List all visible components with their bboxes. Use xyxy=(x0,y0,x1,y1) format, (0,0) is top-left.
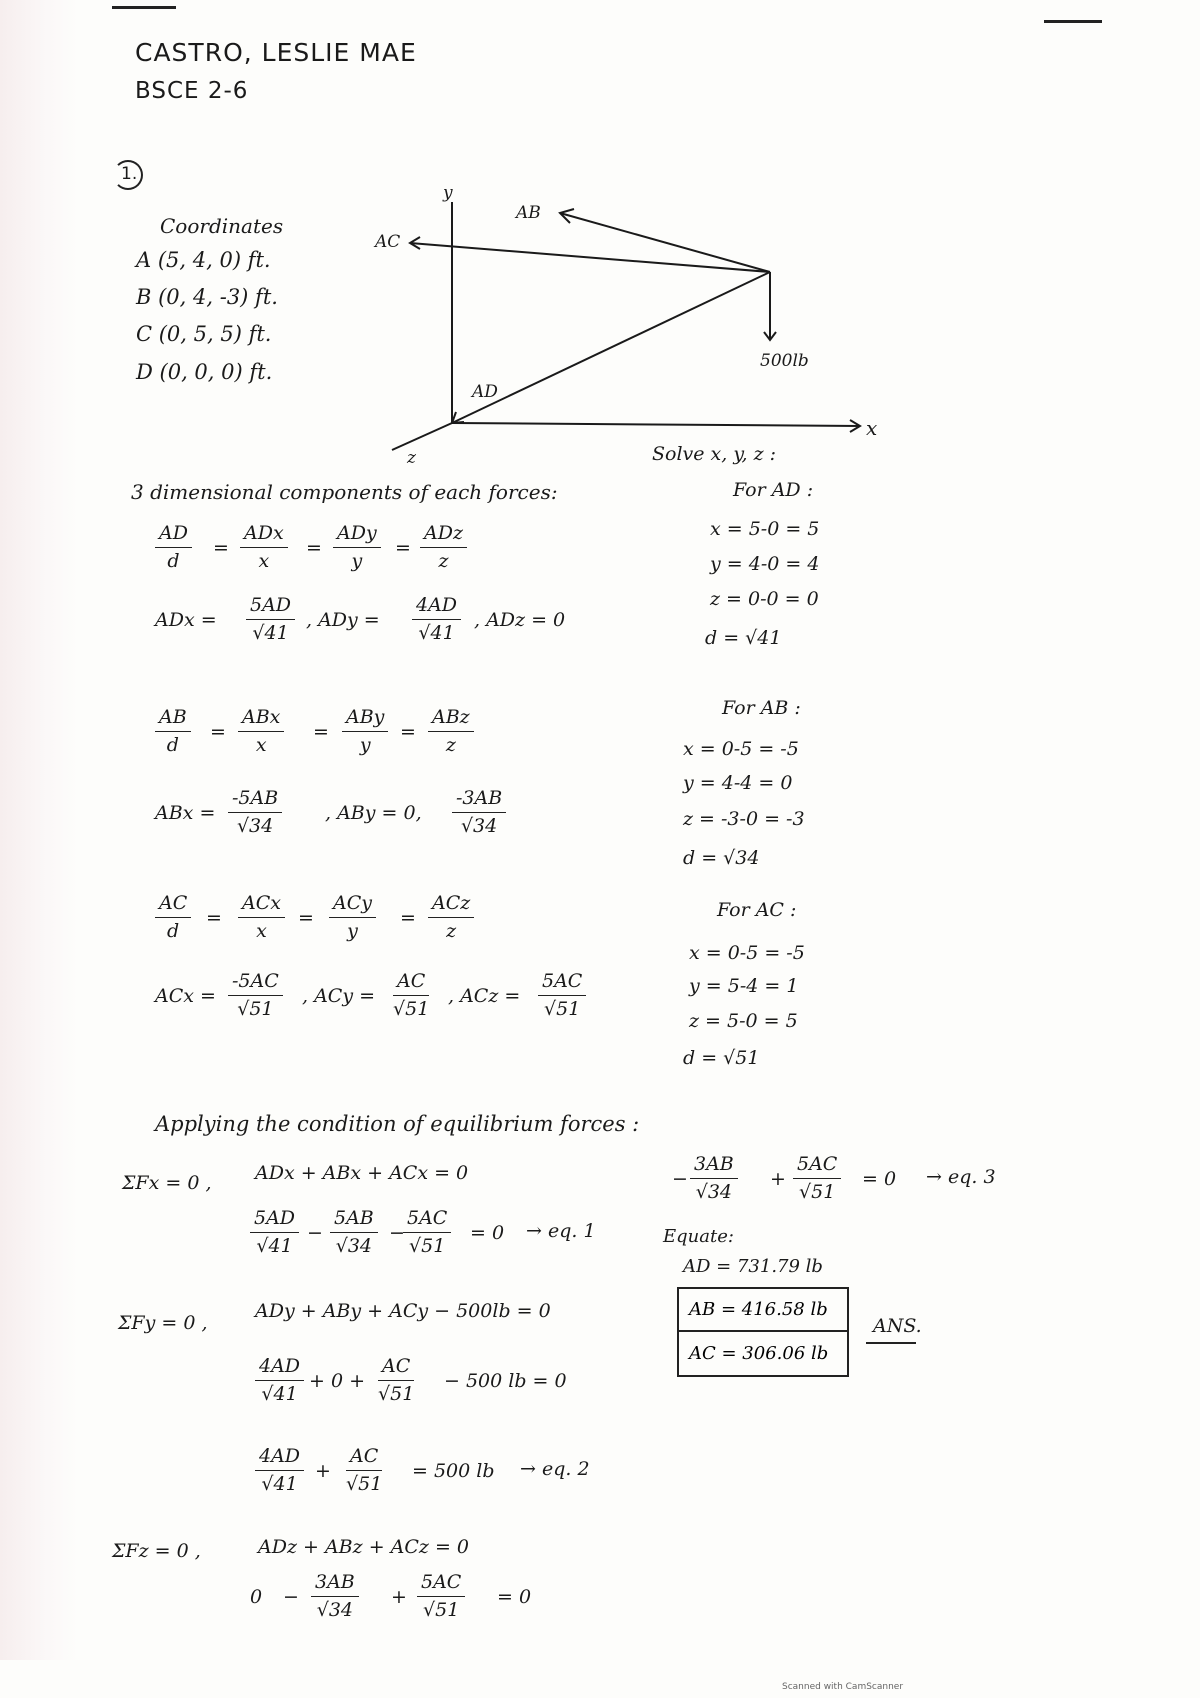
ady-frac: $\frac{4AD}{√41}$ xyxy=(412,595,461,644)
fx-rhs: = 0 xyxy=(470,1222,505,1244)
ad-member-line xyxy=(452,272,770,423)
acx-lhs: ACx = xyxy=(155,985,216,1007)
acy-frac: $\frac{AC}{√51}$ xyxy=(393,970,430,1020)
ac-ratio-frac-2: ACx x xyxy=(238,893,285,942)
z-axis-line xyxy=(392,423,452,450)
abx-frac: $\frac{-5AB}{√34}$ xyxy=(228,788,282,837)
answer-ac: AC = 306.06 lb xyxy=(689,1343,829,1364)
x-axis-line xyxy=(452,423,860,426)
solve-ab-title: For AB : xyxy=(722,697,801,719)
solve-ad-d: d = √41 xyxy=(705,627,782,649)
solve-ab-y: y = 4-4 = 0 xyxy=(683,772,793,794)
adx-lhs: ADx = xyxy=(155,609,217,631)
fy-l1-term-2: $\frac{AC}{√51}$ xyxy=(378,1355,415,1405)
fz-term-2: $\frac{5AC}{√51}$ xyxy=(417,1572,465,1621)
ac-label: AC xyxy=(375,232,401,252)
eq3-term-2: $\frac{5AC}{√51}$ xyxy=(793,1154,841,1203)
fx-term-3: $\frac{5AC}{√51}$ xyxy=(403,1208,451,1257)
coordinate-c: C (0, 5, 5) ft. xyxy=(136,322,272,346)
fz-zero: 0 xyxy=(250,1586,263,1608)
coordinates-title: Coordinates xyxy=(160,214,284,238)
ac-ratio-eq-2: = xyxy=(298,907,314,929)
ad-ratio-frac-4: ADz z xyxy=(420,523,467,572)
ab-ratio-eq-3: = xyxy=(400,721,416,743)
ad-ratio-eq-2: = xyxy=(306,537,322,559)
fy-eq-tag: → eq. 2 xyxy=(520,1458,590,1480)
ab-ratio-frac-2: ABx x xyxy=(238,707,284,756)
ab-ratio-frac-4: ABz z xyxy=(428,707,474,756)
answer-ad: AD = 731.79 lb xyxy=(683,1256,823,1277)
solve-ad-title: For AD : xyxy=(733,479,814,501)
solve-ab-x: x = 0-5 = -5 xyxy=(683,738,799,760)
equate-label: Equate: xyxy=(663,1226,734,1247)
components-heading: 3 dimensional components of each forces: xyxy=(131,480,558,504)
ab-label: AB xyxy=(516,203,541,223)
fx-op-1: − xyxy=(307,1222,323,1244)
ab-ratio-eq-1: = xyxy=(210,721,226,743)
ad-ratio-eq-3: = xyxy=(395,537,411,559)
load-label: 500lb xyxy=(760,351,809,371)
solve-heading: Solve x, y, z : xyxy=(652,443,777,465)
top-right-mark xyxy=(1044,20,1102,23)
solve-ac-title: For AC : xyxy=(717,899,797,921)
force-diagram xyxy=(380,180,900,480)
aby-value: , ABy = 0, xyxy=(325,802,422,824)
solve-ac-y: y = 5-4 = 1 xyxy=(689,975,799,997)
fx-lhs: ΣFx = 0 , xyxy=(122,1172,212,1194)
ab-ratio-frac-1: $\frac{AB}{d}$ xyxy=(155,707,191,756)
fy-l2-term-1: $\frac{4AD}{√41}$ xyxy=(255,1446,304,1495)
answer-ab: AB = 416.58 lb xyxy=(679,1289,847,1332)
ac-ratio-eq-3: = xyxy=(400,907,416,929)
z-axis-label: z xyxy=(407,448,416,468)
fx-op-2: − xyxy=(389,1222,405,1244)
fz-op-2: + xyxy=(391,1586,407,1608)
fz-lhs: ΣFz = 0 , xyxy=(112,1540,201,1562)
ac-ratio-frac-4: ACz z xyxy=(428,893,474,942)
fx-eq-tag: → eq. 1 xyxy=(526,1220,596,1242)
solve-ad-y: y = 4-0 = 4 xyxy=(710,553,820,575)
fy-lhs: ΣFy = 0 , xyxy=(118,1312,208,1334)
fy-l2-rhs: = 500 lb xyxy=(412,1460,495,1482)
ans-underline xyxy=(866,1342,916,1344)
answer-box xyxy=(677,1287,849,1377)
solve-ad-x: x = 5-0 = 5 xyxy=(710,518,820,540)
ad-ratio-frac-1: $\frac{AD}{d}$ xyxy=(155,523,192,572)
abx-lhs: ABx = xyxy=(155,802,216,824)
fx-sum: ADx + ABx + ACx = 0 xyxy=(255,1162,469,1184)
ans-label: ANS. xyxy=(873,1315,922,1337)
fz-sum: ADz + ABz + ACz = 0 xyxy=(258,1536,470,1558)
solve-ac-d: d = √51 xyxy=(683,1047,760,1069)
solve-ab-d: d = √34 xyxy=(683,847,760,869)
eq3-tag: → eq. 3 xyxy=(926,1166,996,1188)
coordinate-d: D (0, 0, 0) ft. xyxy=(136,360,273,384)
adz-value: , ADz = 0 xyxy=(474,609,566,631)
fy-sum: ADy + ABy + ACy − 500lb = 0 xyxy=(255,1300,551,1322)
eq3-sign: − xyxy=(672,1168,688,1190)
course-section: BSCE 2-6 xyxy=(135,78,249,104)
fy-l1-term-1: $\frac{4AD}{√41}$ xyxy=(255,1356,304,1405)
top-left-mark xyxy=(112,6,176,9)
fz-term-1: $\frac{3AB}{√34}$ xyxy=(311,1572,359,1621)
fz-op-1: − xyxy=(283,1586,299,1608)
problem-number: 1. xyxy=(121,164,138,184)
fx-term-2: $\frac{5AB}{√34}$ xyxy=(330,1208,378,1257)
fy-l2-term-2: $\frac{AC}{√51}$ xyxy=(346,1445,383,1495)
fy-l1-rhs: − 500 lb = 0 xyxy=(444,1370,567,1392)
fy-l2-op: + xyxy=(315,1460,331,1482)
fx-term-1: $\frac{5AD}{√41}$ xyxy=(250,1208,299,1257)
eq3-op: + xyxy=(770,1168,786,1190)
acx-frac: $\frac{-5AC}{√51}$ xyxy=(228,971,283,1020)
ac-ratio-frac-1: $\frac{AC}{d}$ xyxy=(155,893,191,942)
scan-shadow xyxy=(0,0,78,1660)
ac-ratio-eq-1: = xyxy=(206,907,222,929)
eq3-term-1: $\frac{3AB}{√34}$ xyxy=(690,1154,738,1203)
ad-ratio-eq-1: = xyxy=(213,537,229,559)
acy-lhs: , ACy = xyxy=(302,985,376,1007)
equilibrium-heading: Applying the condition of equilibrium forces : xyxy=(155,1112,640,1136)
ac-ratio-frac-3: ACy y xyxy=(329,893,376,942)
abz-frac: $\frac{-3AB}{√34}$ xyxy=(452,788,506,837)
solve-ad-z: z = 0-0 = 0 xyxy=(710,588,819,610)
ad-ratio-frac-3: ADy y xyxy=(333,523,381,572)
ab-ratio-frac-3: ABy y xyxy=(342,707,388,756)
ab-ratio-eq-2: = xyxy=(313,721,329,743)
acz-lhs: , ACz = xyxy=(448,985,521,1007)
ad-label: AD xyxy=(472,382,498,402)
scanner-footer: Scanned with CamScanner xyxy=(782,1682,904,1692)
acz-frac: $\frac{5AC}{√51}$ xyxy=(538,971,586,1020)
coordinate-b: B (0, 4, -3) ft. xyxy=(136,285,278,309)
solve-ac-x: x = 0-5 = -5 xyxy=(689,942,805,964)
solve-ac-z: z = 5-0 = 5 xyxy=(689,1010,798,1032)
coordinate-a: A (5, 4, 0) ft. xyxy=(136,248,271,272)
x-axis-label: x xyxy=(866,416,878,440)
y-axis-label: y xyxy=(443,183,453,203)
ady-lhs: , ADy = xyxy=(306,609,380,631)
fz-rhs: = 0 xyxy=(497,1586,532,1608)
solve-ab-z: z = -3-0 = -3 xyxy=(683,808,805,830)
adx-frac: $\frac{5AD}{√41}$ xyxy=(246,595,295,644)
eq3-rhs: = 0 xyxy=(862,1168,897,1190)
ad-ratio-frac-2: ADx x xyxy=(240,523,288,572)
fy-l1-mid: + 0 + xyxy=(309,1370,366,1392)
student-name: CASTRO, LESLIE MAE xyxy=(135,38,417,67)
